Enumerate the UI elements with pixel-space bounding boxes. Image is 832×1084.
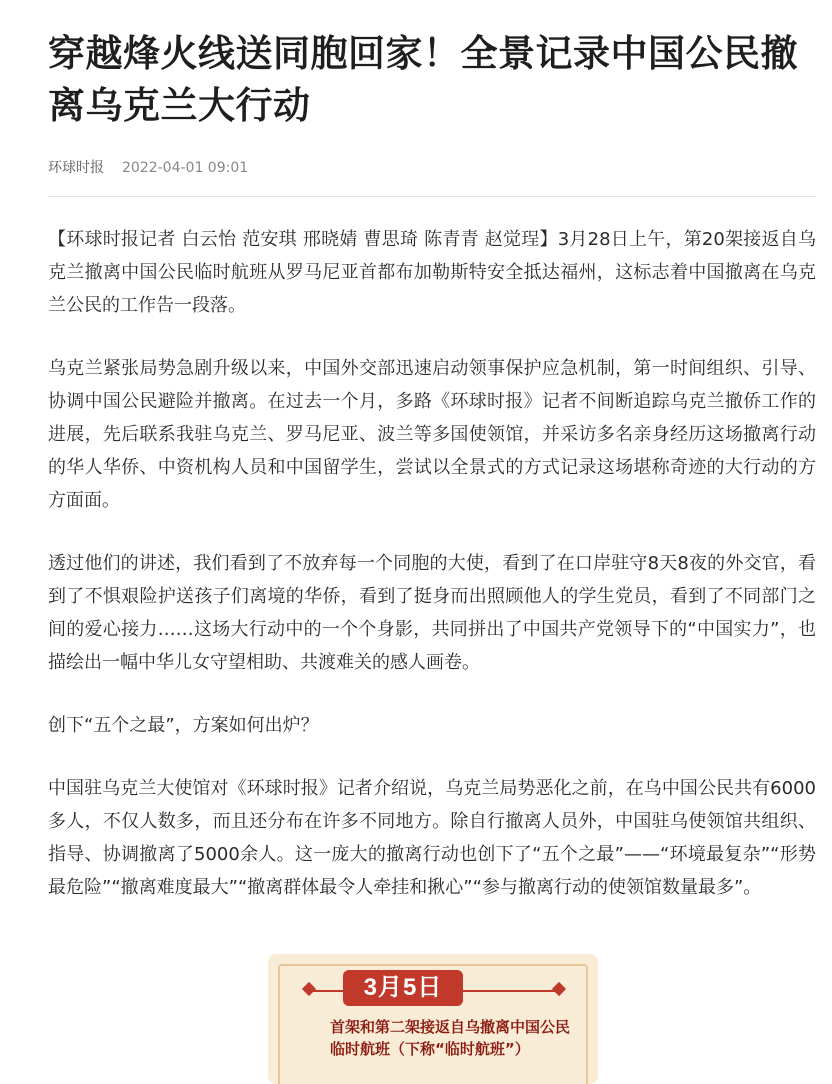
paragraph-lead: 【环球时报记者 白云怡 范安琪 邢晓婧 曹思琦 陈青青 赵觉珵】3月28日上午，第20架接返自乌克兰撤离中国公民临时航班从罗马尼亚首都布加勒斯特安全抵达福州，这标志着中国撤离在乌克兰公民的工作告一段落。: [48, 229, 816, 316]
article-title: 穿越烽火线送同胞回家！全景记录中国公民撤离乌克兰大行动: [48, 32, 798, 127]
article-datetime: 2022-04-01 09:01: [122, 160, 249, 176]
infographic-caption: 首架和第二架接返自乌撤离中国公民临时航班（下称“临时航班”）: [330, 1018, 571, 1058]
infographic-date-badge: 3月5日: [343, 970, 463, 1006]
paragraph: 透过他们的讲述，我们看到了不放弃每一个同胞的大使，看到了在口岸驻守8天8夜的外交官，看到了不惧艰险护送孩子们离境的华侨，看到了挺身而出照顾他人的学生党员，看到了不同部门之间的爱心接力……这场大行动中的一个个身影，共同拼出了中国共产党领导下的“中国实力”，也描绘出一幅中华儿女守望相助、共渡难关的感人画卷。: [48, 553, 816, 673]
article-container: [48, 0, 816, 934]
article-source[interactable]: 环球时报: [48, 160, 104, 176]
paragraph: 乌克兰紧张局势急剧升级以来，中国外交部迅速启动领事保护应急机制，第一时间组织、引导、协调中国公民避险并撤离。在过去一个月，多路《环球时报》记者不间断追踪乌克兰撤侨工作的进展，先后联系我驻乌克兰、罗马尼亚、波兰等多国使领馆，并采访多名亲身经历这场撤离行动的华人华侨、中资机构人员和中国留学生，尝试以全景式的方式记录这场堪称奇迹的大行动的方方面面。: [48, 358, 816, 511]
article-body: [48, 223, 816, 904]
paragraph: 中国驻乌克兰大使馆对《环球时报》记者介绍说，乌克兰局势恶化之前，在乌中国公民共有6000多人，不仅人数多，而且还分布在许多不同地方。除自行撤离人员外，中国驻乌使领馆共组织、指导、协调撤离了5000余人。这一庞大的撤离行动也创下了“五个之最”——“环境最复杂”“形势最危险”“撤离难度最大”“撤离群体最令人牵挂和揪心”“参与撤离行动的使领馆数量最多”。: [48, 778, 816, 898]
section-subheading: 创下“五个之最”，方案如何出炉？: [48, 715, 319, 736]
article-meta: [48, 158, 816, 178]
infographic-image: [268, 954, 598, 1084]
meta-divider: [48, 196, 816, 197]
